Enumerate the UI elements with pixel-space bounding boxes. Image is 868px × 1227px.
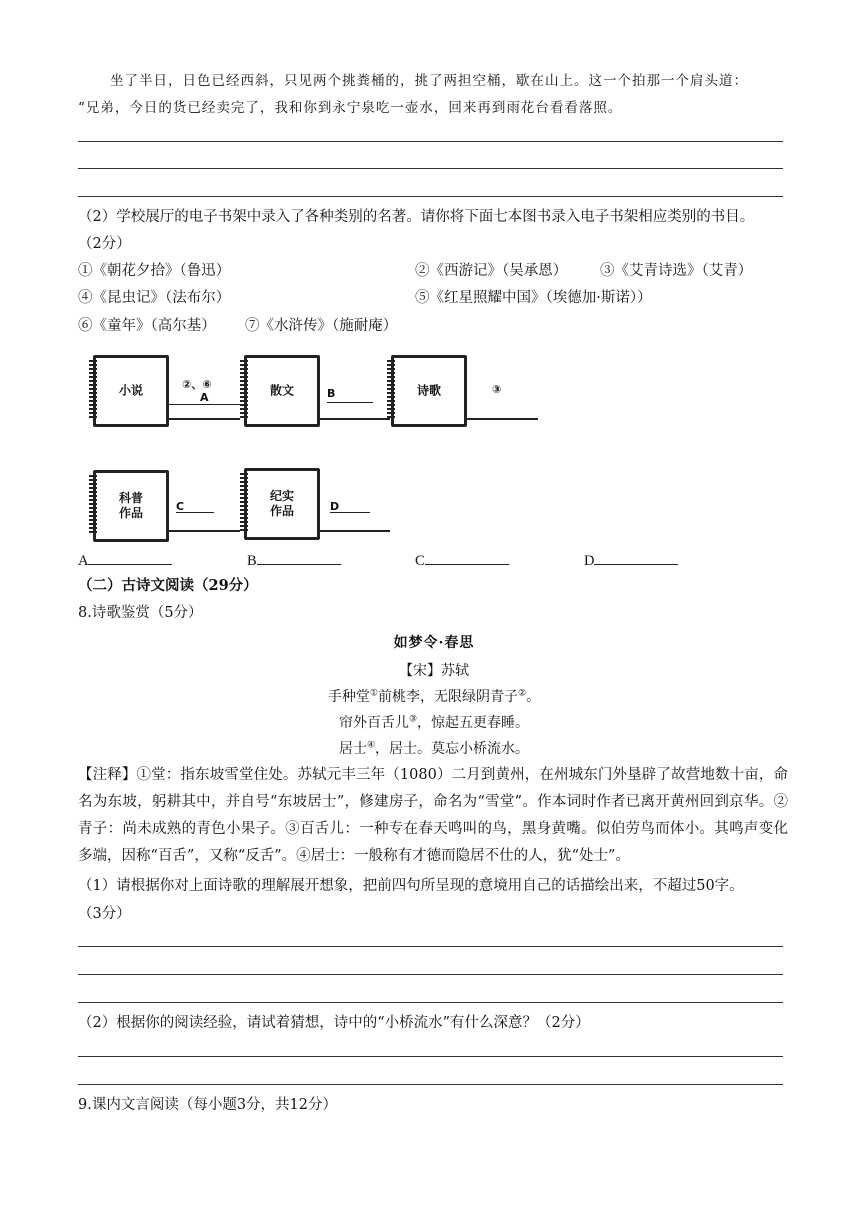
book-item: ⑦《水浒传》（施耐庵） — [245, 318, 398, 334]
answer-blank[interactable] — [257, 550, 341, 565]
answer-label: B — [247, 553, 257, 569]
answer-line[interactable] — [78, 1002, 783, 1003]
question-9-title: 9.课内文言阅读（每小题3分，共12分） — [78, 1097, 338, 1113]
answer-line[interactable] — [78, 946, 783, 947]
filled-answer: ③ — [492, 383, 502, 396]
poem-line-1: 手种堂①前桃李，无限绿阴青子②。 — [327, 688, 541, 705]
book-poetry — [391, 355, 467, 427]
question-8-1-score: （3分） — [78, 906, 131, 922]
slot-label: C — [176, 500, 185, 513]
book-label: 诗歌 — [416, 383, 441, 398]
book-item: ⑥《童年》（高尔基） — [78, 318, 216, 334]
book-label: 散文 — [269, 383, 294, 398]
poem-annotation: 【注释】①堂：指东坡雪堂住处。苏轼元丰三年（1080）二月到黄州，在州城东门外垦辟了故营地数十亩，命名为东坡，躬耕其中，并自号“东坡居士”，修建房子，命名为“雪堂”。作本词时作者已离开黄州回到京华。②青子：尚未成熟的青色小果子。③百舌儿：一种专在春天鸣叫的鸟，黑身黄嘴。似伯劳鸟而体小。其鸣声变化多端，因称“百舌”，又称“反舌”。④居士：一般称有才德而隐居不仕的人，犹“处士”。 — [78, 767, 788, 864]
question-8-1: （1）请根据你对上面诗歌的理解展开想象，把前四句所呈现的意境用自己的话描绘出来，不超过50字。 — [78, 878, 744, 894]
slot-label: A — [200, 391, 209, 404]
book-item: ③《艾青诗选》（艾青） — [600, 263, 753, 279]
shelf-line — [168, 418, 240, 420]
poem-line-2: 帘外百舌儿③，惊起五更春睡。 — [338, 714, 530, 731]
book-item: ①《朝花夕拾》（鲁迅） — [78, 263, 231, 279]
shelf-line — [168, 530, 240, 532]
answer-b[interactable] — [247, 550, 341, 570]
answer-blank[interactable] — [594, 550, 678, 565]
answer-blank[interactable] — [88, 550, 172, 565]
shelf-line — [318, 418, 390, 420]
answer-label: D — [584, 553, 595, 569]
question-2-score: （2分） — [78, 236, 131, 252]
answer-label: A — [78, 553, 89, 569]
slot-line — [176, 512, 214, 513]
poem-author: 【宋】苏轼 — [399, 663, 469, 679]
passage-line-1: 坐了半日，日色已经西斜，只见两个挑粪桶的，挑了两担空桶，歇在山上。这一个拍那一个肩头道： — [110, 73, 748, 89]
passage-line-2: “兄弟，今日的货已经卖完了，我和你到永宁泉吃一壶水，回来再到雨花台看看落照。 — [78, 100, 623, 116]
answer-c[interactable] — [415, 550, 509, 570]
slot-line — [168, 404, 240, 405]
book-label: 科普 作品 — [118, 491, 143, 520]
slot-label: D — [330, 500, 340, 513]
answer-a[interactable] — [78, 550, 172, 570]
book-label: 小说 — [118, 383, 143, 398]
question-2-stem: （2）学校展厅的电子书架中录入了各种类别的名著。请你将下面七本图书录入电子书架相应类别的书目。 — [78, 209, 755, 225]
answer-line[interactable] — [78, 974, 783, 975]
poem-title: 如梦令·春思 — [393, 635, 475, 651]
answer-blank[interactable] — [425, 550, 509, 565]
shelf-line — [466, 418, 538, 420]
book-science — [93, 470, 169, 542]
book-prose — [244, 355, 320, 427]
answer-d[interactable] — [584, 550, 678, 570]
slot-label: B — [327, 387, 336, 400]
answer-line[interactable] — [78, 1084, 783, 1085]
answer-line[interactable] — [78, 168, 783, 169]
book-item: ④《昆虫记》（法布尔） — [78, 290, 231, 306]
book-documentary — [244, 468, 320, 540]
answer-label: C — [415, 553, 425, 569]
answer-line[interactable] — [78, 141, 783, 142]
book-novel — [93, 355, 169, 427]
answer-line[interactable] — [78, 196, 783, 197]
book-item: ②《西游记》（吴承恩） — [415, 263, 568, 279]
answer-line[interactable] — [78, 1056, 783, 1057]
section-title: （二）古诗文阅读（29分） — [78, 577, 258, 594]
filled-answer: ②、⑥ — [182, 378, 212, 391]
shelf-line — [318, 530, 390, 532]
slot-line — [327, 402, 373, 403]
poem-line-3: 居士④，居士。莫忘小桥流水。 — [338, 740, 530, 757]
question-8-2: （2）根据你的阅读经验，请试着猜想，诗中的“小桥流水”有什么深意？（2分） — [78, 1015, 590, 1031]
slot-line — [330, 512, 370, 513]
book-label: 纪实 作品 — [269, 489, 294, 518]
book-item: ⑤《红星照耀中国》（埃德加·斯诺）） — [415, 290, 652, 306]
question-8-title: 8.诗歌鉴赏（5分） — [78, 605, 203, 621]
